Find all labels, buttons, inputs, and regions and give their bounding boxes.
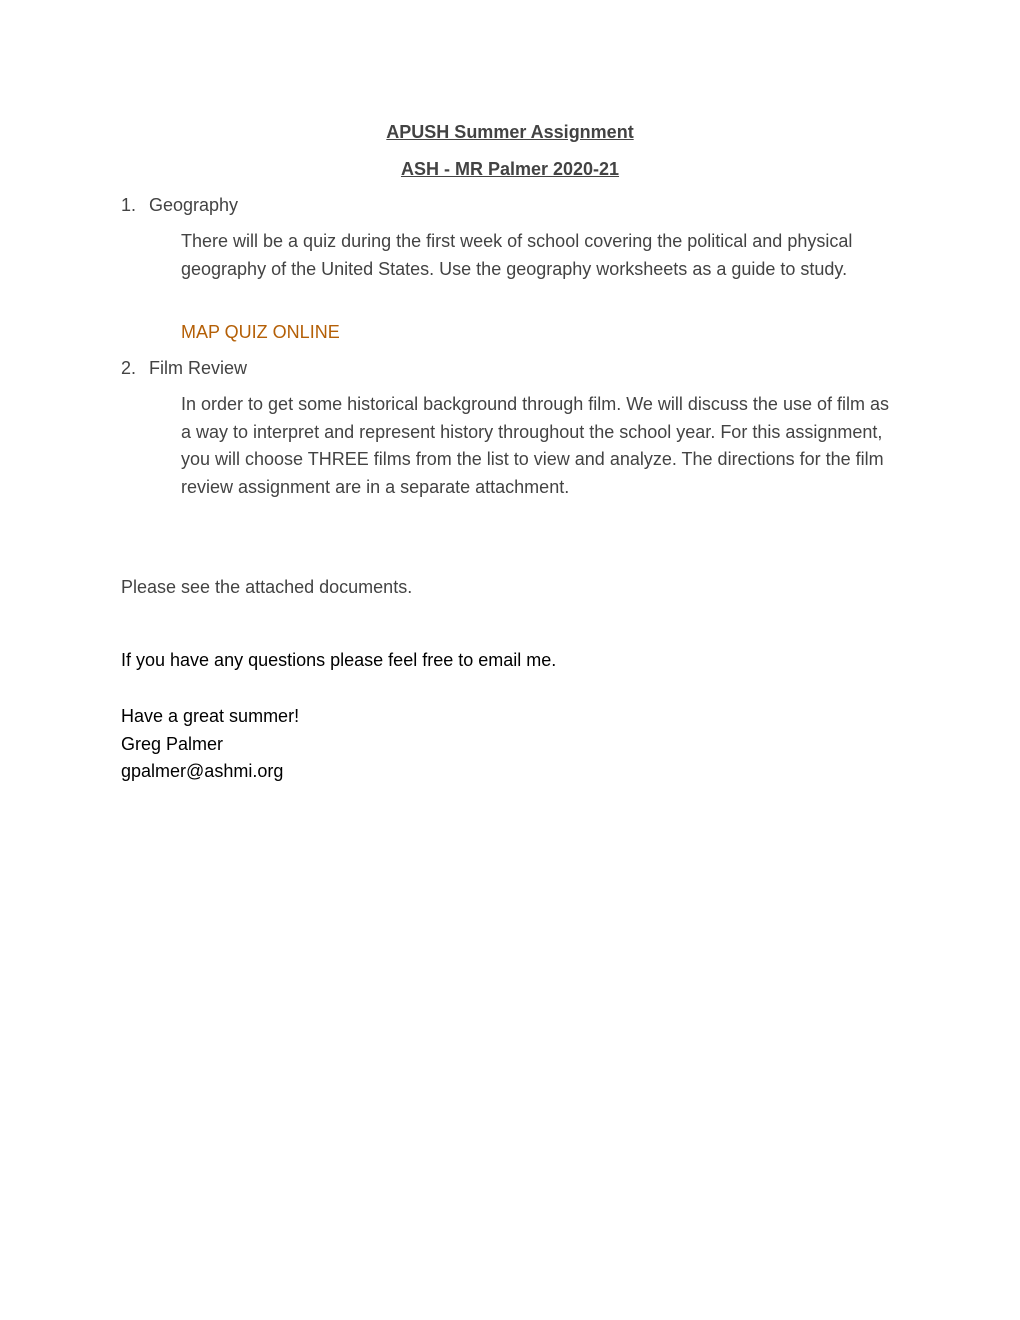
- document-title: APUSH Summer Assignment: [386, 122, 634, 142]
- film-review-description: In order to get some historical background through film. We will discuss the use of film as a way to interpret and represent history throughout the school year. For this assignment, you will choose THREE films from the list to view and analyze. The directions for the film review assignment are in a separate attachment.: [181, 394, 889, 497]
- geography-description: There will be a quiz during the first week of school covering the political and physical geography of the United States. Use the geography worksheets as a guide to study.: [181, 231, 853, 279]
- signature-block: [121, 703, 299, 786]
- author-email: gpalmer@ashmi.org: [121, 761, 284, 781]
- list-heading: Geography: [149, 195, 239, 215]
- attached-documents-note: Please see the attached documents.: [121, 577, 413, 597]
- questions-note: If you have any questions please feel free to email me.: [121, 650, 557, 670]
- farewell-text: Have a great summer!: [121, 706, 300, 726]
- map-quiz-link[interactable]: MAP QUIZ ONLINE: [181, 322, 340, 342]
- list-item-film-review: [121, 357, 247, 379]
- list-heading: Film Review: [149, 358, 248, 378]
- document-subtitle: ASH - MR Palmer 2020-21: [400, 159, 620, 179]
- list-item-geography: [121, 194, 238, 216]
- list-number: 2.: [121, 358, 137, 378]
- author-name: Greg Palmer: [121, 733, 224, 754]
- list-number: 1.: [121, 195, 137, 215]
